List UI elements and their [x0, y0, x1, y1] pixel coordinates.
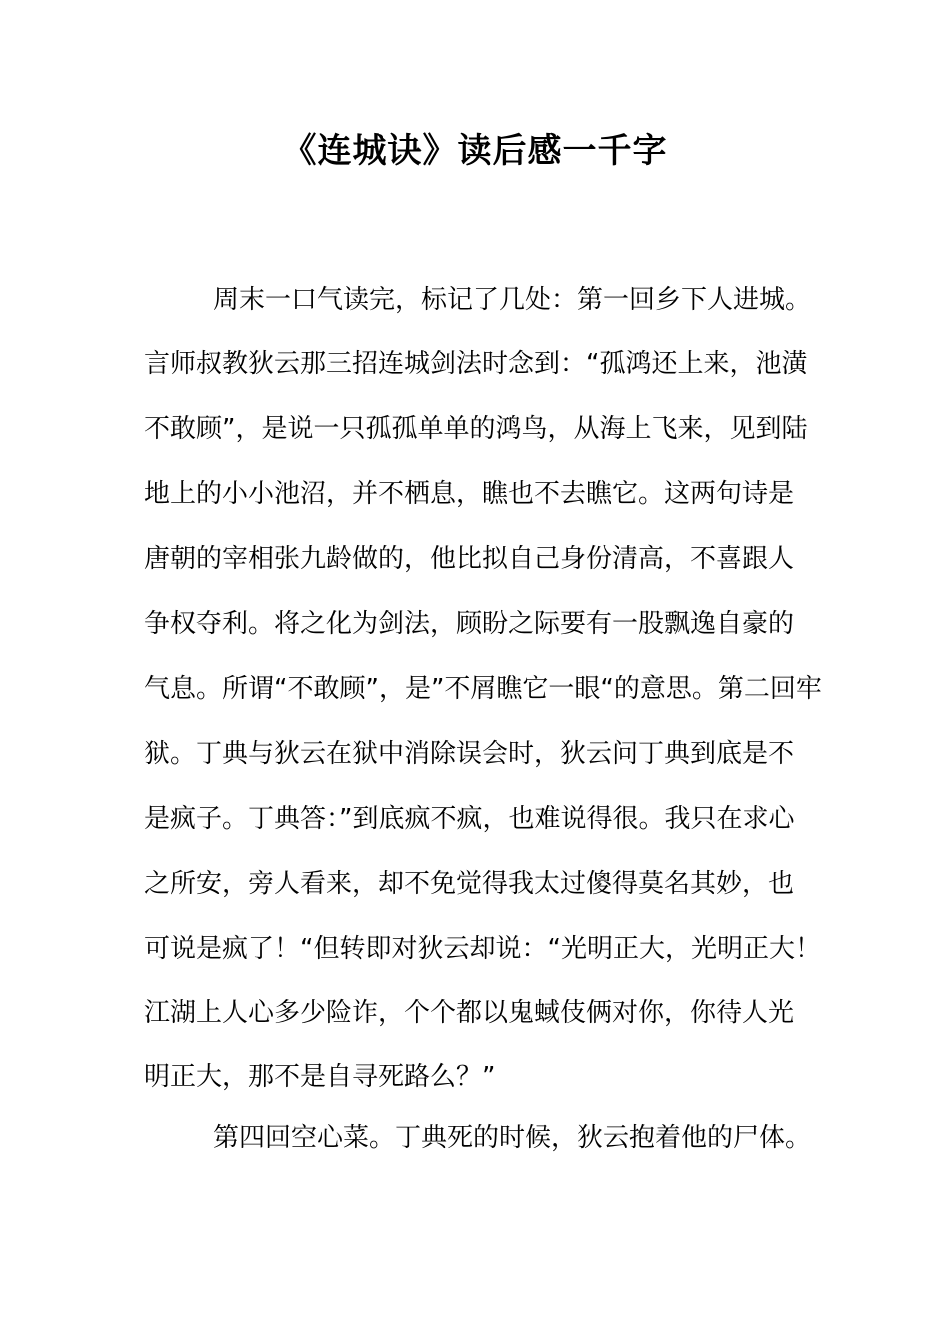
paragraph-line: 狱。丁典与狄云在狱中消除误会时，狄云问丁典到底是不	[144, 739, 795, 769]
paragraph-line: 可说是疯了！“但转即对狄云却说：“光明正大，光明正大！	[144, 934, 821, 964]
paragraph-line: 地上的小小池沼，并不栖息，瞧也不去瞧它。这两句诗是	[144, 479, 795, 509]
paragraph-line: 周末一口气读完，标记了几处：第一回乡下人进城。	[213, 285, 812, 315]
paragraph-line: 唐朝的宰相张九龄做的，他比拟自己身份清高，不喜跟人	[144, 544, 795, 574]
paragraph-line: 争权夺利。将之化为剑法，顾盼之际要有一股飘逸自豪的	[144, 609, 795, 639]
paragraph-line: 之所安，旁人看来，却不免觉得我太过傻得莫名其妙，也	[144, 869, 795, 899]
document-title: 《连城诀》读后感一千字	[282, 131, 668, 171]
paragraph-line: 是疯子。丁典答：”到底疯不疯，也难说得很。我只在求心	[144, 804, 795, 834]
paragraph-line: 气息。所谓“不敢顾”，是”不屑瞧它一眼“的意思。第二回牢	[144, 674, 822, 704]
paragraph-line: 言师叔教狄云那三招连城剑法时念到：“孤鸿还上来，池潢	[144, 349, 808, 379]
paragraph-line: 明正大，那不是自寻死路么？”	[144, 1062, 496, 1092]
paragraph-line: 第四回空心菜。丁典死的时候，狄云抱着他的尸体。	[213, 1123, 812, 1153]
paragraph-line: 不敢顾”，是说一只孤孤单单的鸿鸟，从海上飞来，见到陆	[144, 414, 808, 444]
paragraph-line: 江湖上人心多少险诈，个个都以鬼蜮伎俩对你，你待人光	[144, 998, 795, 1028]
